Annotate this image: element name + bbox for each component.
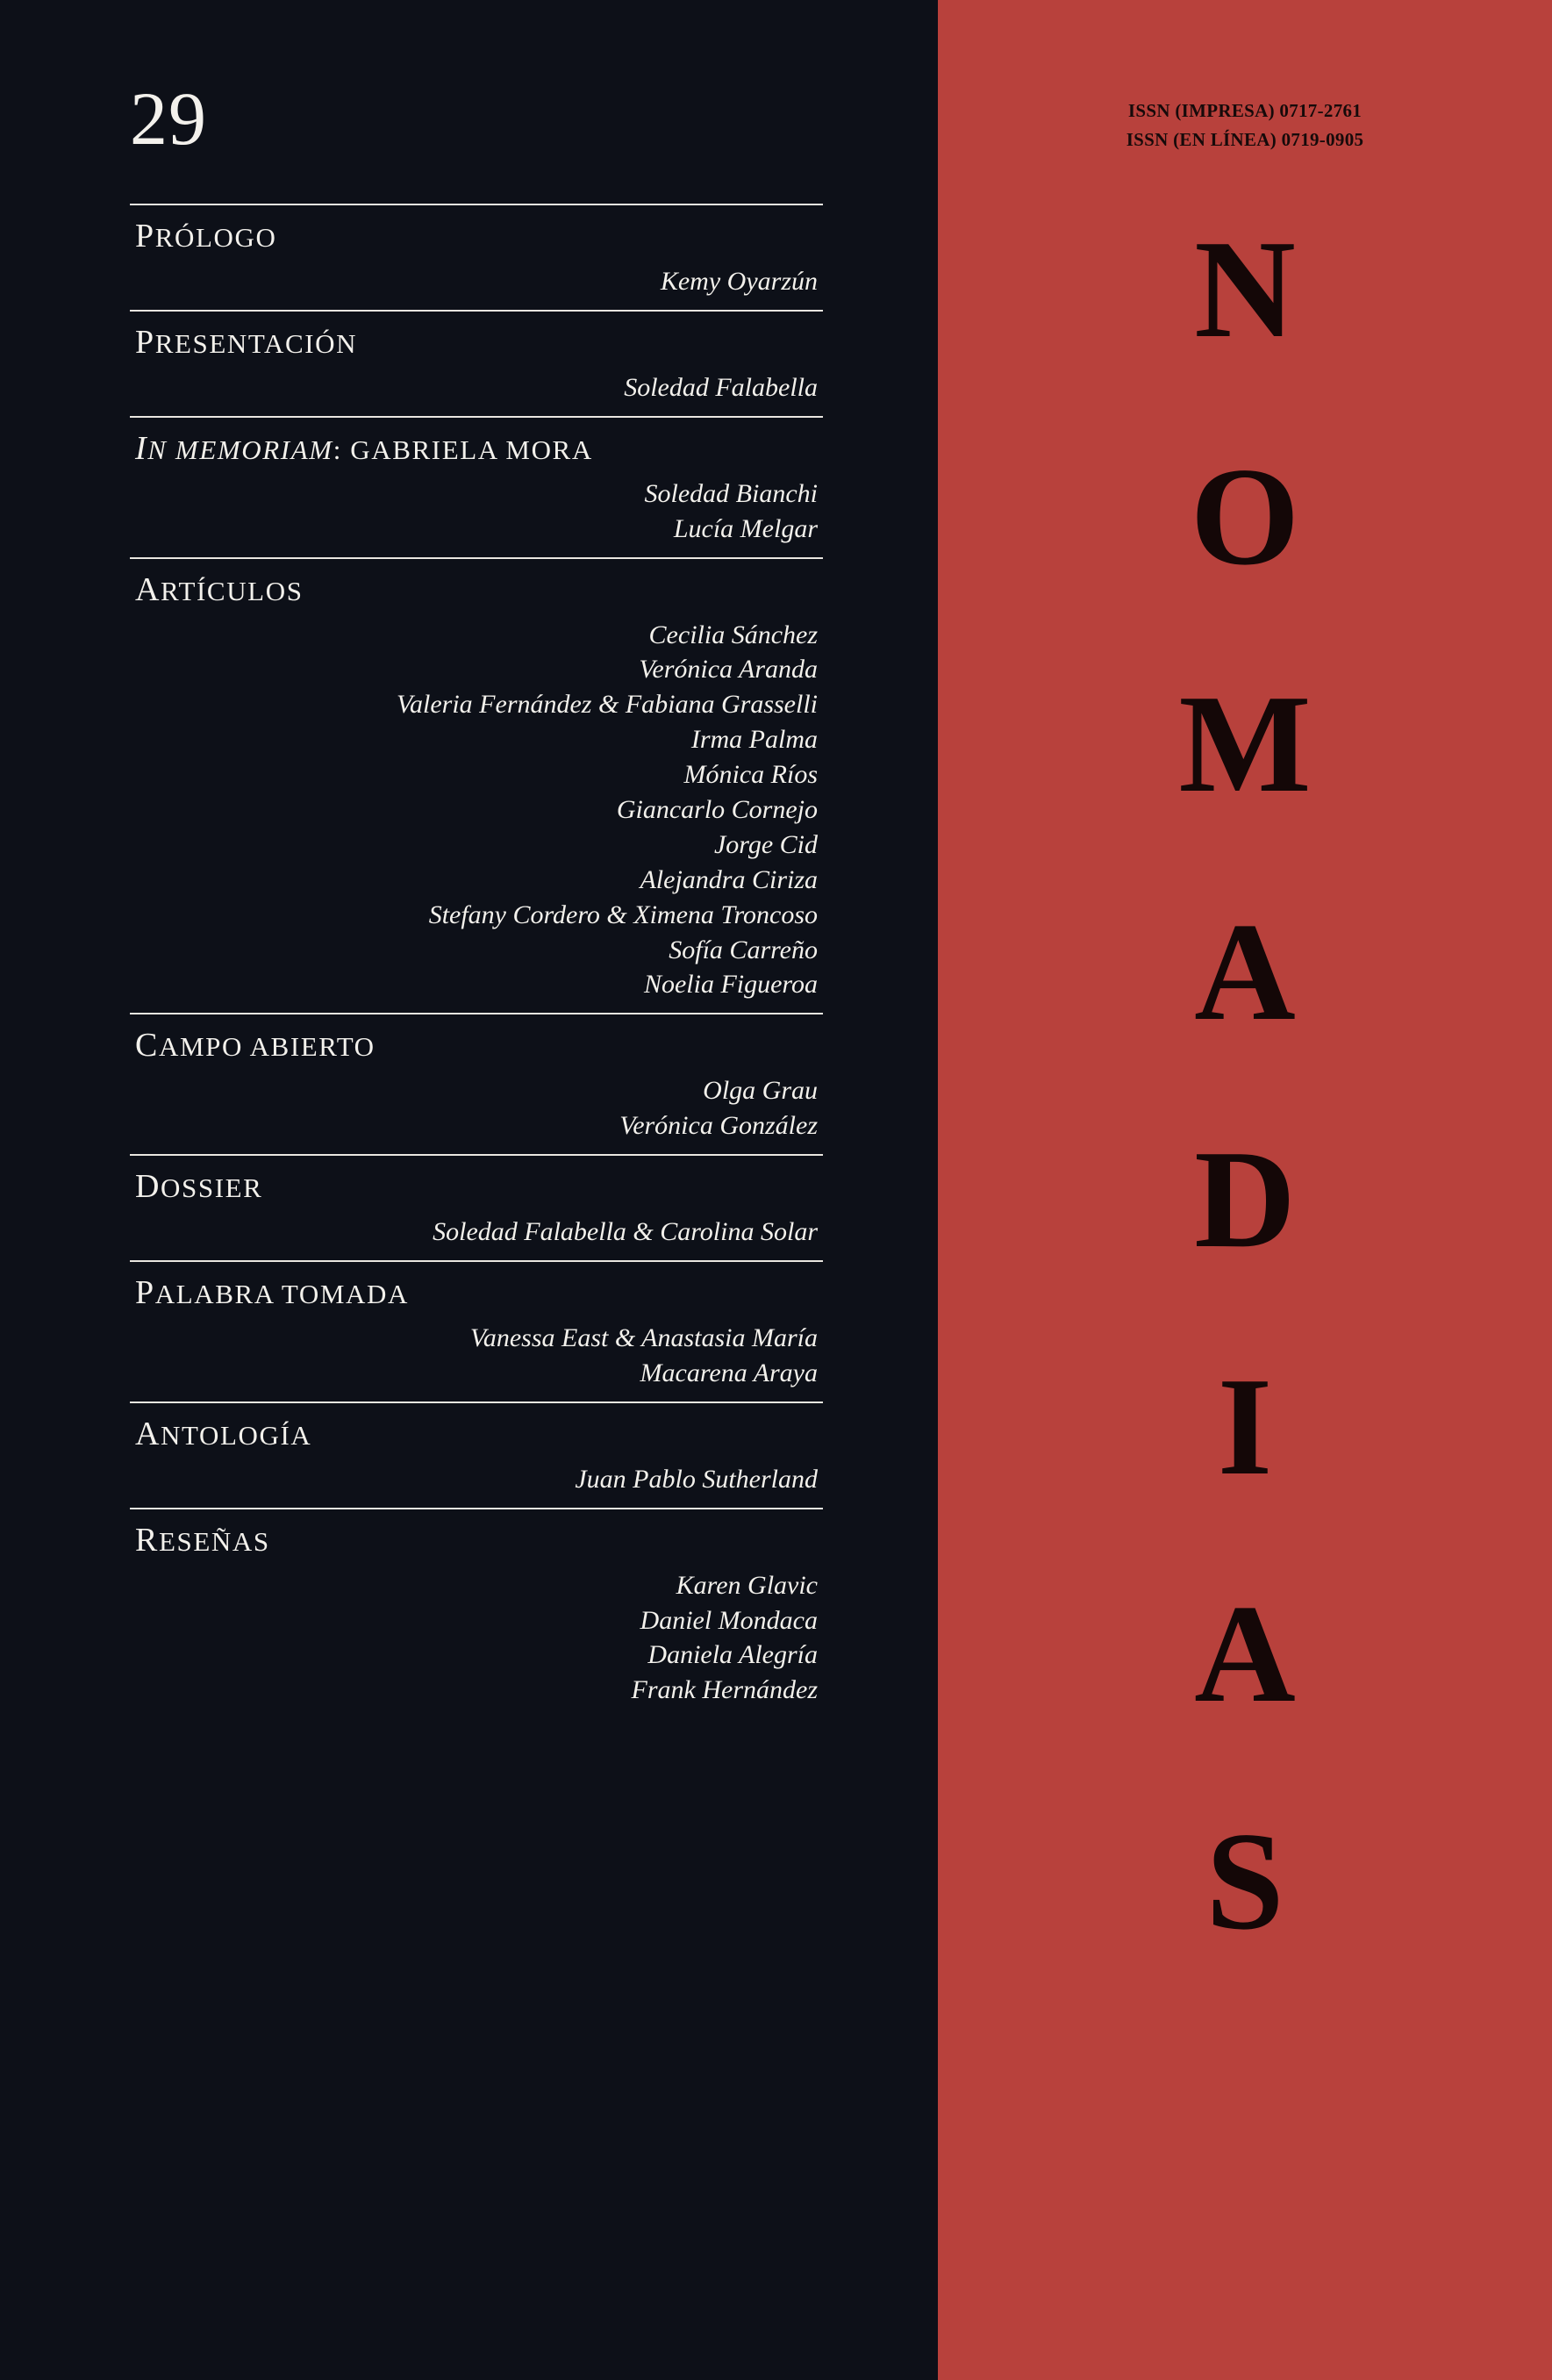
toc-section [130,418,823,557]
toc-author[interactable]: Giancarlo Cornejo [616,795,818,825]
toc-author[interactable]: Soledad Falabella [624,372,818,402]
toc-section-title[interactable] [130,312,823,369]
toc-section-title[interactable] [130,559,823,616]
toc-author[interactable]: Valeria Fernández & Fabiana Grasselli [397,690,818,720]
toc-section-title[interactable] [130,205,823,262]
toc-author[interactable]: Daniela Alegría [647,1640,818,1670]
toc-author[interactable]: Juan Pablo Sutherland [575,1464,818,1494]
toc-author-list [130,1213,823,1260]
issn-block [938,97,1552,154]
issn-online: ISSN (EN LÍNEA) 0719-0905 [1126,128,1364,150]
issn-print: ISSN (IMPRESA) 0717-2761 [1127,100,1362,121]
journal-title-vertical [938,176,1552,1996]
toc-section [130,1509,823,1719]
journal-title-letter: N [1194,211,1296,367]
journal-title-letter: M [1178,665,1312,822]
toc-author-list [130,369,823,416]
toc-section-title-rest: RTÍCULOS [161,575,304,606]
journal-title-letter: D [1194,1120,1296,1277]
toc-section-title-initial: A [135,570,161,608]
toc-author-list [130,1460,823,1508]
toc-section [130,1403,823,1508]
toc-author[interactable]: Noelia Figueroa [643,970,818,1000]
issue-number: 29 [130,76,207,161]
toc-author[interactable]: Soledad Bianchi [644,478,818,508]
toc-section-title-initial: P [135,1274,155,1312]
journal-title-letter: S [1205,1803,1284,1960]
toc-author[interactable]: Olga Grau [703,1076,818,1106]
toc-author-list [130,262,823,310]
toc-author-list [130,1072,823,1154]
toc-section-title[interactable] [130,418,823,475]
toc-section-title-initial: P [135,218,155,254]
toc-section-title-rest: RÓLOGO [154,222,277,253]
toc-author[interactable]: Verónica Aranda [639,655,818,685]
journal-title-letter: A [1194,1575,1296,1732]
toc-author[interactable]: Lucía Melgar [673,513,818,543]
toc-section-title[interactable] [130,1509,823,1566]
toc-section-title[interactable] [130,1403,823,1460]
toc-section [130,205,823,310]
toc-section [130,559,823,1014]
toc-author[interactable]: Daniel Mondaca [640,1605,818,1635]
toc-section-title[interactable] [130,1014,823,1072]
toc-author[interactable]: Vanessa East & Anastasia María [469,1323,818,1353]
toc-section [130,312,823,416]
table-of-contents [130,204,823,1718]
toc-author-list [130,1319,823,1401]
toc-author[interactable]: Kemy Oyarzún [660,267,818,296]
toc-author[interactable]: Soledad Falabella & Carolina Solar [433,1217,818,1247]
toc-section-title-rest: OSSIER [161,1172,263,1204]
toc-author-list [130,616,823,1014]
toc-section-title-initial: P [135,323,155,361]
toc-author[interactable]: Verónica González [619,1111,818,1141]
toc-author[interactable]: Cecilia Sánchez [648,620,818,649]
toc-section-title[interactable] [130,1262,823,1319]
toc-section-title-rest: RESENTACIÓN [154,327,358,359]
toc-section [130,1262,823,1401]
toc-section-title-rest: N MEMORIAM: GABRIELA MORA [147,434,593,465]
toc-author-list [130,1566,823,1719]
toc-author[interactable]: Jorge Cid [713,829,818,859]
toc-section-title-initial: I [135,429,148,467]
toc-section-title-rest: ALABRA TOMADA [154,1279,409,1310]
journal-title-letter: O [1190,438,1300,595]
cover-right-panel [938,0,1552,2380]
toc-section-title-initial: C [135,1027,159,1065]
toc-author[interactable]: Frank Hernández [631,1675,818,1705]
toc-author[interactable]: Mónica Ríos [683,760,818,790]
toc-author[interactable]: Alejandra Ciriza [640,864,818,894]
journal-title-letter: I [1217,1347,1273,1504]
toc-section-title-rest: ESEÑAS [158,1525,270,1557]
journal-title-letter: A [1194,892,1296,1050]
toc-author[interactable]: Stefany Cordero & Ximena Troncoso [428,900,818,929]
toc-author[interactable]: Sofía Carreño [669,935,818,964]
toc-author[interactable]: Karen Glavic [676,1570,818,1600]
toc-section-title[interactable] [130,1156,823,1213]
toc-section-title-initial: A [135,1415,161,1452]
toc-section [130,1156,823,1260]
toc-section-title-rest: NTOLOGÍA [161,1419,312,1451]
toc-section [130,1014,823,1154]
toc-author[interactable]: Macarena Araya [640,1358,818,1387]
toc-section-title-rest: AMPO ABIERTO [158,1031,375,1063]
toc-section-title-initial: R [135,1521,159,1559]
toc-author-list [130,475,823,557]
toc-section-title-initial: D [135,1168,161,1206]
toc-author[interactable]: Irma Palma [690,725,818,755]
